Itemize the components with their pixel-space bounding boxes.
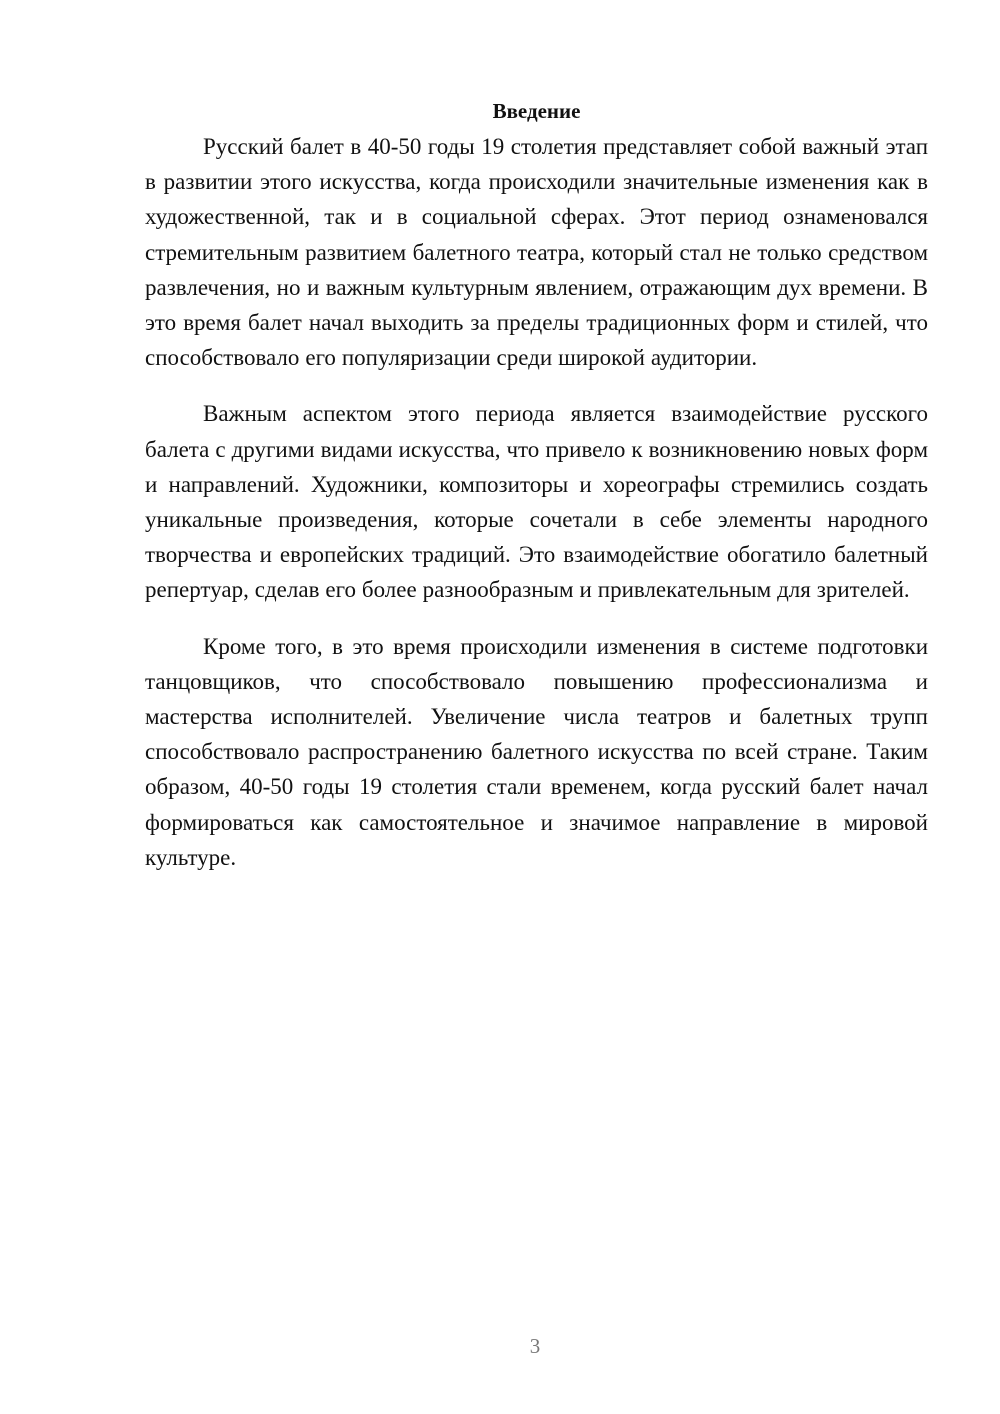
page-number: 3 [529,1334,541,1358]
paragraph-2: Важным аспектом этого периода является взаимодействие русского балета с другими видами искусства, что привело к возникновению новых форм и направлений. Художники, композиторы и хореографы стремились создать уникальные произведения, которые сочетали в себе элементы народного творчества и европейских традиций. Это взаимодействие обогатило балетный репертуар, сделав его более разнообразным и привлекательным для зрителей. [145,401,928,603]
section-title: Введение [492,99,581,123]
paragraph-3: Кроме того, в это время происходили изменения в системе подготовки танцовщиков, что способствовало повышению профессионализма и мастерства исполнителей. Увеличение числа театров и балетных трупп способствовало распространению балетного искусства по всей стране. Таким образом, 40-50 годы 19 столетия стали временем, когда русский балет начал формироваться как самостоятельное и значимое направление в мировой культуре. [145,633,928,870]
page-content [145,96,928,896]
paragraph-1: Русский балет в 40-50 годы 19 столетия представляет собой важный этап в развитии этого искусства, когда происходили значительные изменения как в художественной, так и в социальной сферах. Этот период ознаменовался стремительным развитием балетного театра, который стал не только средством развлечения, но и важным культурным явлением, отражающим дух времени. В это время балет начал выходить за пределы традиционных форм и стилей, что способствовало его популяризации среди широкой аудитории. [145,134,928,371]
